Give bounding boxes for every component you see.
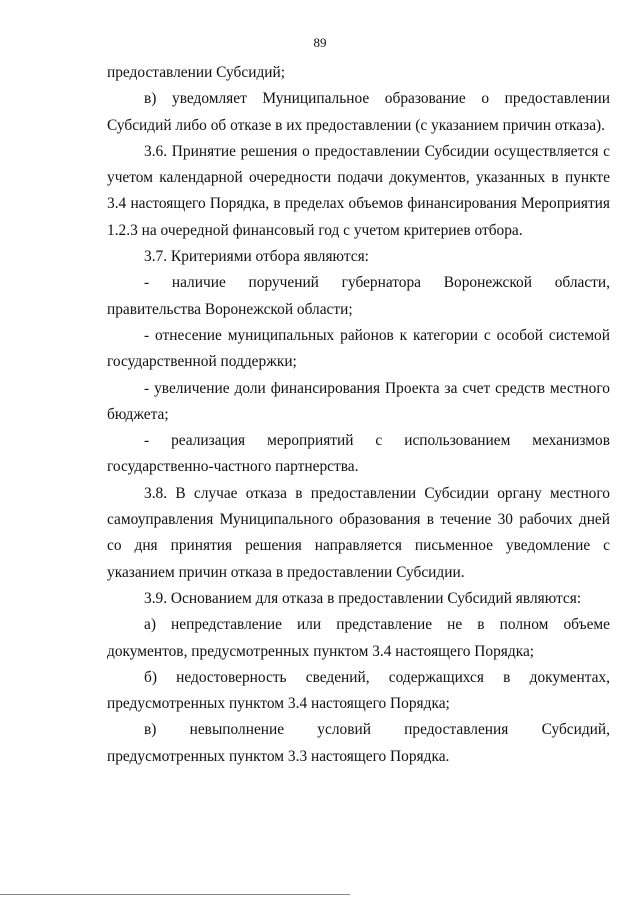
footer-divider [0,894,350,895]
paragraph: - наличие поручений губернатора Воронежской области, правительства Воронежской области; [107,274,610,318]
paragraph: - увеличение доли финансирования Проекта за счет средств местного бюджета; [107,379,610,423]
paragraph: - отнесение муниципальных районов к категории с особой системой государственной поддержки; [107,326,610,371]
page-number: 89 [313,35,327,50]
paragraph: б) недостоверность сведений, содержащихся в документах, предусмотренных пунктом 3.4 настоящего Порядка; [107,668,610,713]
paragraph: в) невыполнение условий предоставления Субсидий, предусмотренных пунктом 3.3 настоящего Порядка. [107,721,610,765]
paragraph: 3.9. Основанием для отказа в предоставлении Субсидий являются: [144,589,582,607]
paragraph: 3.7. Критериями отбора являются: [144,248,369,266]
paragraph: предоставлении Субсидий; [107,64,286,81]
paragraph: а) непредставление или представление не в полном объеме документов, предусмотренных пунктом 3.4 настоящего Порядка; [107,616,610,660]
document-body [107,60,610,770]
paragraph: 3.6. Принятие решения о предоставлении Субсидии осуществляется с учетом календарной очередности подачи документов, указанных в пункте 3.4 настоящего Порядка, в пределах объемов финансирования Мероприятия 1.2.3 на очередной финансовый год с учетом критериев отбора. [107,142,610,239]
paragraph: - реализация мероприятий с использованием механизмов государственно-частного партнерства. [107,432,610,476]
paragraph: в) уведомляет Муниципальное образование о предоставлении Субсидий либо об отказе в их предоставлении (с указанием причин отказа). [107,90,610,134]
paragraph: 3.8. В случае отказа в предоставлении Субсидии органу местного самоуправления Муниципального образования в течение 30 рабочих дней со дня принятия решения направляется письменное уведомление с указанием причин отказа в предоставлении Субсидии. [107,484,610,581]
